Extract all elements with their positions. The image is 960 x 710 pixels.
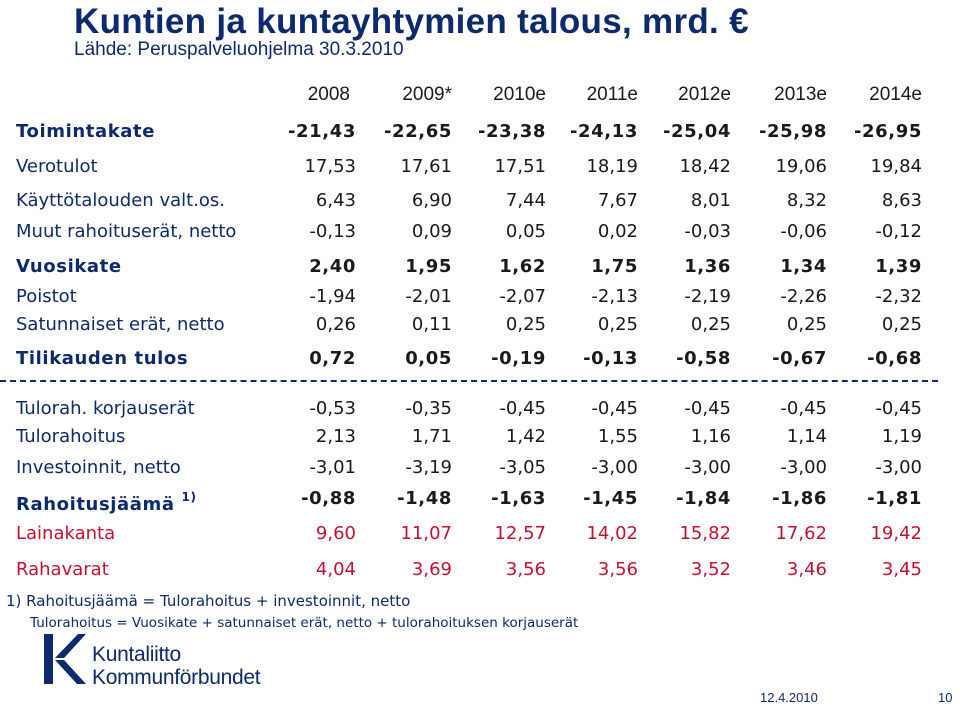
row-label: Lainakanta — [16, 523, 116, 544]
table-cell: 1,36 — [684, 256, 731, 277]
slide-date: 12.4.2010 — [760, 690, 818, 705]
table-cell: 6,43 — [315, 190, 356, 211]
row-label: Vuosikate — [16, 256, 122, 277]
table-cell: 0,25 — [505, 314, 546, 335]
table-cell: 3,52 — [690, 559, 731, 580]
table-cell: 4,04 — [315, 559, 356, 580]
table-cell: 1,14 — [786, 426, 827, 447]
table-cell: 7,44 — [505, 190, 546, 211]
table-cell: 9,60 — [315, 523, 356, 544]
table-cell: 2,13 — [315, 426, 356, 447]
table-cell: -3,01 — [309, 457, 356, 478]
year-header: 2009* — [402, 84, 452, 105]
row-label: Verotulot — [16, 156, 98, 177]
table-cell: 1,34 — [780, 256, 827, 277]
table-cell: -26,95 — [853, 121, 922, 142]
row-label — [16, 484, 197, 520]
table-cell: 1,39 — [875, 256, 922, 277]
table-cell: 0,26 — [315, 314, 356, 335]
table-cell: 19,84 — [870, 156, 922, 177]
table-cell: 0,02 — [597, 221, 638, 242]
year-header: 2013e — [774, 84, 827, 105]
table-cell: 2,40 — [309, 256, 356, 277]
table-row-rahavarat — [0, 555, 960, 585]
row-label: Tulorah. korjauserät — [16, 398, 195, 419]
table-cell: -0,03 — [684, 221, 731, 242]
year-header: 2011e — [586, 84, 638, 105]
table-cell: 3,69 — [411, 559, 452, 580]
table-cell: 17,61 — [400, 156, 452, 177]
table-row-lainakanta — [0, 519, 960, 549]
table-cell: 1,42 — [505, 426, 546, 447]
table-cell: 17,53 — [304, 156, 356, 177]
table-cell: 6,90 — [411, 190, 452, 211]
source-subtitle: Lähde: Peruspalveluohjelma 30.3.2010 — [74, 39, 404, 60]
year-header: 2010e — [493, 84, 546, 105]
table-cell: -3,00 — [875, 457, 922, 478]
table-cell: -3,00 — [591, 457, 638, 478]
row-label: Investoinnit, netto — [16, 457, 181, 478]
table-cell: -0,67 — [772, 348, 827, 369]
table-cell: 17,62 — [775, 523, 827, 544]
table-cell: 0,25 — [881, 314, 922, 335]
table-cell: 3,56 — [505, 559, 546, 580]
table-cell: -0,68 — [867, 348, 922, 369]
table-cell: -1,86 — [772, 488, 827, 509]
table-cell: 3,46 — [786, 559, 827, 580]
table-cell: -0,45 — [780, 398, 827, 419]
table-row-muut-rahoituserat — [0, 217, 960, 247]
table-cell: 12,57 — [494, 523, 546, 544]
table-cell: 19,42 — [870, 523, 922, 544]
row-label: Tulorahoitus — [16, 426, 126, 447]
page-title: Kuntien ja kuntayhtymien talous, mrd. € — [74, 2, 749, 41]
footnote-2: Tulorahoitus = Vuosikate + satunnaiset erät, netto + tulorahoituksen korjauserät — [30, 615, 579, 631]
table-cell: -0,35 — [405, 398, 452, 419]
table-cell: -0,45 — [499, 398, 546, 419]
table-row-tulorah-korjauserat — [0, 394, 960, 424]
table-cell: -2,01 — [405, 286, 452, 307]
page-number: 10 — [938, 690, 953, 705]
table-cell: -2,26 — [780, 286, 827, 307]
table-cell: -0,13 — [583, 348, 638, 369]
table-cell: 1,62 — [499, 256, 546, 277]
table-cell: 18,42 — [679, 156, 731, 177]
table-cell: -2,32 — [875, 286, 922, 307]
row-label: Muut rahoituserät, netto — [16, 221, 237, 242]
table-cell: -1,48 — [397, 488, 452, 509]
table-cell: 1,19 — [881, 426, 922, 447]
table-cell: -1,45 — [583, 488, 638, 509]
table-cell: 17,51 — [494, 156, 546, 177]
year-header-row — [0, 80, 960, 110]
row-label: Käyttötalouden valt.os. — [16, 190, 226, 211]
table-row-vuosikate — [0, 252, 960, 282]
table-cell: 1,55 — [597, 426, 638, 447]
table-row-toimintakate — [0, 117, 960, 147]
table-cell: 0,05 — [505, 221, 546, 242]
table-row-poistot — [0, 282, 960, 312]
year-header: 2008 — [307, 84, 350, 105]
table-cell: -25,04 — [662, 121, 731, 142]
table-cell: -24,13 — [569, 121, 638, 142]
org-name-swedish: Kommunförbundet — [92, 666, 261, 689]
table-row-kayttotalouden-valtionosuus — [0, 186, 960, 216]
footnote-1: 1) Rahoitusjäämä = Tulorahoitus + investoinnit, netto — [6, 592, 411, 610]
table-cell: -0,45 — [684, 398, 731, 419]
table-cell: 3,56 — [597, 559, 638, 580]
table-cell: -0,19 — [491, 348, 546, 369]
footnote-marker: 1) — [181, 490, 197, 504]
table-cell: -0,13 — [309, 221, 356, 242]
table-cell: 15,82 — [679, 523, 731, 544]
table-cell: -3,00 — [684, 457, 731, 478]
table-cell: -25,98 — [758, 121, 827, 142]
table-cell: 0,25 — [786, 314, 827, 335]
table-row-rahoitusjaama — [0, 484, 960, 514]
table-row-satunnaiset-erat — [0, 310, 960, 340]
table-cell: -22,65 — [383, 121, 452, 142]
table-cell: 19,06 — [775, 156, 827, 177]
row-label: Rahavarat — [16, 559, 109, 580]
table-cell: -1,63 — [491, 488, 546, 509]
table-cell: -0,58 — [676, 348, 731, 369]
table-cell: 0,72 — [309, 348, 356, 369]
table-row-tulorahoitus — [0, 422, 960, 452]
table-cell: -2,13 — [591, 286, 638, 307]
table-cell: -0,06 — [780, 221, 827, 242]
row-label: Tilikauden tulos — [16, 348, 189, 369]
table-cell: 0,25 — [690, 314, 731, 335]
table-cell: 1,71 — [411, 426, 452, 447]
table-cell: -21,43 — [287, 121, 356, 142]
table-cell: 14,02 — [586, 523, 638, 544]
table-cell: -0,53 — [309, 398, 356, 419]
table-cell: -2,07 — [499, 286, 546, 307]
table-cell: 11,07 — [400, 523, 452, 544]
table-cell: 8,32 — [786, 190, 827, 211]
table-cell: 8,01 — [690, 190, 731, 211]
table-cell: -0,45 — [591, 398, 638, 419]
table-row-verotulot — [0, 152, 960, 182]
table-cell: -1,84 — [676, 488, 731, 509]
table-cell: -0,12 — [875, 221, 922, 242]
row-label: Toimintakate — [16, 121, 156, 142]
table-cell: 0,11 — [411, 314, 452, 335]
row-label: Poistot — [16, 286, 77, 307]
table-cell: -3,00 — [780, 457, 827, 478]
table-cell: 8,63 — [881, 190, 922, 211]
table-row-tilikauden-tulos — [0, 344, 960, 374]
table-cell: -0,45 — [875, 398, 922, 419]
row-label-text: Rahoitusjäämä — [16, 494, 175, 515]
table-cell: 1,75 — [591, 256, 638, 277]
table-cell: 0,09 — [411, 221, 452, 242]
kuntaliitto-logo-icon — [42, 632, 86, 686]
year-header: 2012e — [678, 84, 731, 105]
table-cell: 1,16 — [690, 426, 731, 447]
table-cell: -3,05 — [499, 457, 546, 478]
table-row-investoinnit — [0, 453, 960, 483]
dashed-divider — [0, 380, 938, 382]
table-cell: -3,19 — [405, 457, 452, 478]
table-cell: 18,19 — [586, 156, 638, 177]
table-cell: 0,05 — [405, 348, 452, 369]
year-header: 2014e — [869, 84, 922, 105]
row-label: Satunnaiset erät, netto — [16, 314, 225, 335]
table-cell: 7,67 — [597, 190, 638, 211]
table-cell: -2,19 — [684, 286, 731, 307]
table-cell: 1,95 — [405, 256, 452, 277]
table-cell: 0,25 — [597, 314, 638, 335]
table-cell: -0,88 — [301, 488, 356, 509]
table-cell: -1,81 — [867, 488, 922, 509]
org-name-finnish: Kuntaliitto — [92, 643, 181, 666]
table-cell: -23,38 — [477, 121, 546, 142]
table-cell: -1,94 — [309, 286, 356, 307]
table-cell: 3,45 — [881, 559, 922, 580]
